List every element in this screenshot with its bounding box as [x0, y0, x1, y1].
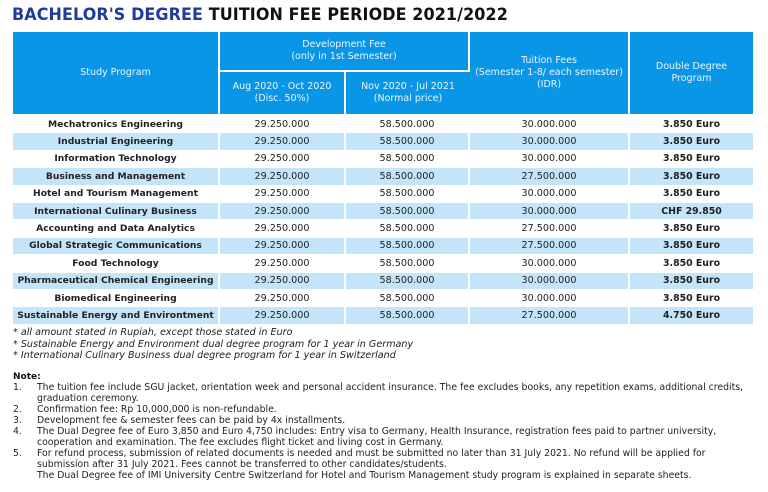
cell-tuition: 30.000.000 — [470, 186, 630, 203]
cell-dev-normal: 58.500.000 — [346, 220, 470, 237]
footnote: * International Culinary Business dual degree program for 1 year in Switzerland — [13, 350, 396, 361]
cell-dev-normal: 58.500.000 — [346, 255, 470, 272]
cell-tuition: 30.000.000 — [470, 203, 630, 220]
notes-list — [13, 382, 758, 481]
cell-tuition: 30.000.000 — [470, 116, 630, 133]
note-item — [13, 382, 758, 404]
footnotes — [13, 327, 413, 362]
note-item — [13, 426, 758, 448]
cell-double-degree: CHF 29.850 — [630, 203, 753, 220]
cell-tuition: 30.000.000 — [470, 273, 630, 290]
cell-double-degree: 3.850 Euro — [630, 151, 753, 168]
note-number: 4. — [13, 426, 22, 437]
cell-tuition: 27.500.000 — [470, 307, 630, 324]
cell-tuition: 27.500.000 — [470, 238, 630, 255]
table-row — [13, 220, 753, 237]
cell-double-degree: 3.850 Euro — [630, 273, 753, 290]
cell-dev-normal: 58.500.000 — [346, 168, 470, 185]
cell-double-degree: 3.850 Euro — [630, 255, 753, 272]
cell-double-degree: 3.850 Euro — [630, 116, 753, 133]
cell-program: Global Strategic Communications — [13, 238, 220, 255]
cell-dev-disc: 29.250.000 — [220, 203, 346, 220]
cell-dev-disc: 29.250.000 — [220, 273, 346, 290]
cell-dev-disc: 29.250.000 — [220, 255, 346, 272]
cell-double-degree: 3.850 Euro — [630, 133, 753, 150]
note-text: The tuition fee include SGU jacket, orientation week and personal accident insurance. The fee excludes books, any repetition exams, additional credits, graduation ceremony. — [37, 382, 744, 404]
cell-dev-normal: 58.500.000 — [346, 273, 470, 290]
cell-dev-normal: 58.500.000 — [346, 186, 470, 203]
cell-dev-disc: 29.250.000 — [220, 151, 346, 168]
title-periode: TUITION FEE PERIODE 2021/2022 — [208, 5, 508, 25]
cell-tuition: 30.000.000 — [470, 290, 630, 307]
note-text: The Dual Degree fee of Euro 3,850 and Euro 4,750 includes: Entry visa to Germany, Health Insurance, registration fees paid to partner university, cooperation and examination. The fee excludes flight ticket and living cost in Germany. — [37, 426, 717, 448]
cell-dev-disc: 29.250.000 — [220, 220, 346, 237]
cell-tuition: 30.000.000 — [470, 133, 630, 150]
table-row — [13, 186, 753, 203]
cell-program: International Culinary Business — [13, 203, 220, 220]
table-row — [13, 151, 753, 168]
note-text: Confirmation fee: Rp 10,000,000 is non-refundable. — [37, 404, 277, 415]
note-text: For refund process, submission of related documents is needed and must be submitted no later than 31 July 2021. No refund will be applied for submission after 31 July 2021. Fees cannot be transferred to other candidates/students. — [37, 448, 706, 470]
table-row — [13, 133, 753, 150]
table-row — [13, 238, 753, 255]
cell-program: Sustainable Energy and Environtment — [13, 307, 220, 324]
note-item — [13, 404, 758, 415]
cell-program: Pharmaceutical Chemical Engineering — [13, 273, 220, 290]
page-title — [12, 5, 508, 25]
header-tuition-fees: Tuition Fees (Semester 1-8/ each semester) (IDR) — [470, 32, 630, 116]
cell-dev-disc: 29.250.000 — [220, 290, 346, 307]
cell-double-degree: 3.850 Euro — [630, 168, 753, 185]
note-item — [13, 415, 758, 426]
header-aug-oct: Aug 2020 - Oct 2020 (Disc. 50%) — [220, 72, 346, 116]
cell-dev-normal: 58.500.000 — [346, 151, 470, 168]
tuition-fee-table — [13, 32, 753, 325]
cell-dev-normal: 58.500.000 — [346, 203, 470, 220]
note-number: 1. — [13, 382, 22, 393]
cell-program: Hotel and Tourism Management — [13, 186, 220, 203]
cell-program: Accounting and Data Analytics — [13, 220, 220, 237]
cell-double-degree: 3.850 Euro — [630, 290, 753, 307]
note-number: 5. — [13, 448, 22, 459]
cell-dev-disc: 29.250.000 — [220, 307, 346, 324]
cell-double-degree: 3.850 Euro — [630, 220, 753, 237]
cell-dev-disc: 29.250.000 — [220, 186, 346, 203]
cell-dev-disc: 29.250.000 — [220, 168, 346, 185]
note-item — [13, 448, 758, 470]
cell-program: Food Technology — [13, 255, 220, 272]
footnote: * all amount stated in Rupiah, except those stated in Euro — [13, 327, 293, 338]
header-development-fee: Development Fee (only in 1st Semester) — [220, 32, 470, 72]
table-row — [13, 290, 753, 307]
cell-program: Business and Management — [13, 168, 220, 185]
header-study-program: Study Program — [13, 32, 220, 116]
cell-double-degree: 3.850 Euro — [630, 238, 753, 255]
cell-dev-normal: 58.500.000 — [346, 116, 470, 133]
cell-dev-normal: 58.500.000 — [346, 290, 470, 307]
cell-tuition: 27.500.000 — [470, 220, 630, 237]
cell-double-degree: 4.750 Euro — [630, 307, 753, 324]
cell-dev-disc: 29.250.000 — [220, 238, 346, 255]
cell-program: Biomedical Engineering — [13, 290, 220, 307]
table-row — [13, 307, 753, 324]
cell-tuition: 30.000.000 — [470, 151, 630, 168]
cell-tuition: 27.500.000 — [470, 168, 630, 185]
title-degree: BACHELOR'S DEGREE — [12, 5, 204, 25]
table-row — [13, 116, 753, 133]
table-row — [13, 255, 753, 272]
cell-tuition: 30.000.000 — [470, 255, 630, 272]
note-extra: The Dual Degree fee of IMI University Centre Switzerland for Hotel and Tourism Management study program is explained in separate sheets. — [37, 470, 692, 481]
cell-dev-disc: 29.250.000 — [220, 133, 346, 150]
note-number: 3. — [13, 415, 22, 426]
cell-program: Information Technology — [13, 151, 220, 168]
cell-program: Industrial Engineering — [13, 133, 220, 150]
note-text: Development fee & semester fees can be paid by 4x installments. — [37, 415, 346, 426]
header-nov-jul: Nov 2020 - Jul 2021 (Normal price) — [346, 72, 470, 116]
table-row — [13, 273, 753, 290]
cell-dev-normal: 58.500.000 — [346, 307, 470, 324]
cell-dev-normal: 58.500.000 — [346, 133, 470, 150]
cell-double-degree: 3.850 Euro — [630, 186, 753, 203]
note-number: 2. — [13, 404, 22, 415]
table-row — [13, 168, 753, 185]
footnote: * Sustainable Energy and Environment dual degree program for 1 year in Germany — [13, 338, 414, 350]
notes-label: Note: — [13, 372, 41, 382]
cell-dev-normal: 58.500.000 — [346, 238, 470, 255]
cell-dev-disc: 29.250.000 — [220, 116, 346, 133]
table-row — [13, 203, 753, 220]
cell-program: Mechatronics Engineering — [13, 116, 220, 133]
header-double-degree: Double Degree Program — [630, 32, 753, 116]
